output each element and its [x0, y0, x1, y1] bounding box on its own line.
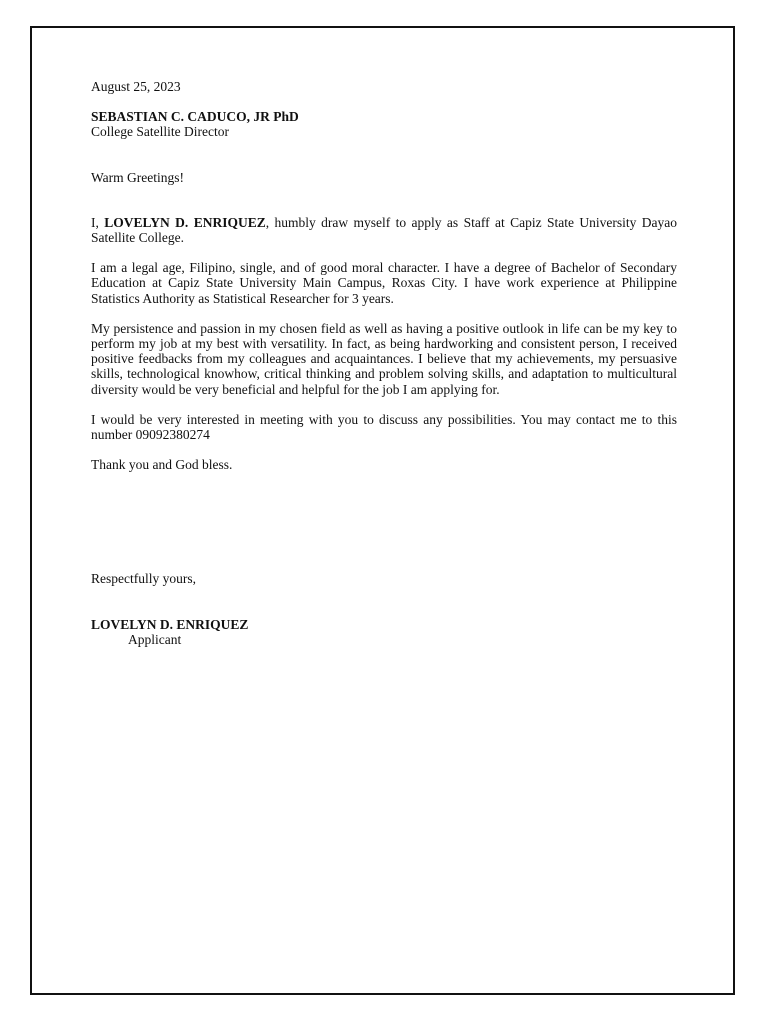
signer-name: LOVELYN D. ENRIQUEZ	[91, 616, 249, 632]
intro-suffix: , humbly draw myself to apply as Staff at Capiz State University Dayao Satellite College.	[91, 214, 677, 246]
qualities-paragraph: My persistence and passion in my chosen field as well as having a positive outlook in life can be my key to perform my job at my best with versatility. In fact, as being hardworking and consistent person, I received positive feedbacks from my colleagues and acquaintances. I believe that my achievements, my persuasive skills, technological knowhow, critical thinking and problem solving skills, and adaptation to multicultural diversity would be very beneficial and helpful for the job I am applying for.	[91, 320, 677, 397]
intro-prefix: I,	[91, 214, 105, 230]
recipient-name: SEBASTIAN C. CADUCO, JR PhD	[91, 109, 299, 125]
intro-paragraph	[91, 215, 677, 245]
valediction: Respectfully yours,	[91, 571, 196, 587]
letter-body	[91, 79, 677, 647]
recipient-title: College Satellite Director	[91, 124, 229, 140]
background-paragraph: I am a legal age, Filipino, single, and of good moral character. I have a degree of Bachelor of Secondary Education at Capiz State University Main Campus, Roxas City. I have work experience at Philippine Statistics Authority as Statistical Researcher for 3 years.	[91, 260, 677, 306]
greeting: Warm Greetings!	[91, 169, 185, 185]
contact-paragraph: I would be very interested in meeting with you to discuss any possibilities. You may contact me to this number 09092380274	[91, 411, 677, 443]
closing-thanks: Thank you and God bless.	[91, 457, 233, 473]
applicant-name-inline: LOVELYN D. ENRIQUEZ	[104, 214, 266, 230]
signer-role: Applicant	[128, 631, 182, 647]
letter-date: August 25, 2023	[91, 79, 181, 94]
